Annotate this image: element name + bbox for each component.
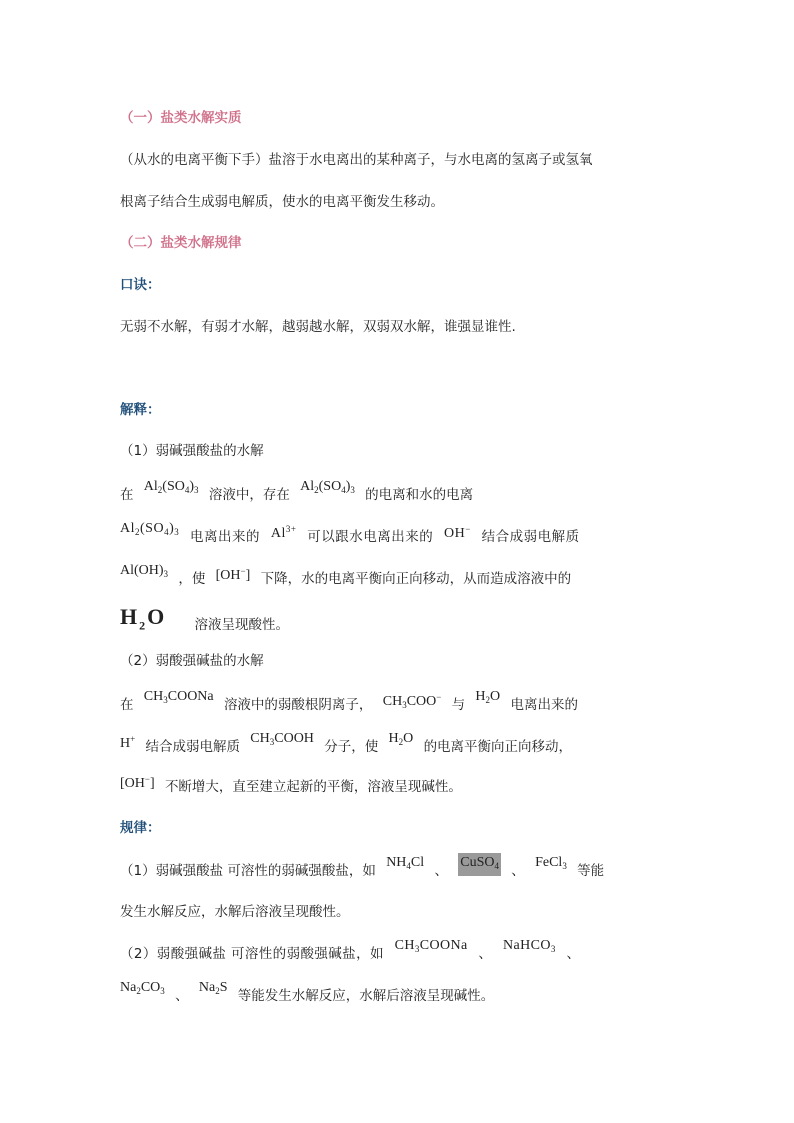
separator: 、 [175,988,189,1004]
text: 在 [120,697,134,713]
text: 溶液中的弱酸根阴离子， [223,697,373,713]
explanation-line [120,604,674,639]
explanation-heading: 解释： [120,402,161,418]
formula-hydroxide-ion: OH− [444,524,471,541]
mnemonic-heading: 口诀： [120,277,161,293]
formula-hydrogen-ion: H+ [120,734,136,751]
separator: 、 [478,946,493,962]
text: 结合成弱电解质 [145,739,240,755]
subheading-weak-acid-strong-base: （2）弱酸强碱盐的水解 [120,653,264,669]
rule-line: 发生水解反应，水解后溶液呈现酸性。 [120,904,350,920]
subheading-weak-base-strong-acid: （1）弱碱强酸盐的水解 [120,443,264,459]
formula-nahco3: NaHCO$_3$ [502,938,556,954]
mnemonic-text: 无弱不水解，有弱才水解，越弱越水解，双弱双水解，谁强显谁性. [120,319,516,335]
formula-na2co3: $Na_2CO_3$ [120,980,165,996]
formula-nh4cl: $NH_4Cl$ [386,855,425,871]
explanation-line [120,479,674,508]
formula-oh-concentration: [OH−] [120,774,155,791]
formula-acetate-ion: $CH_3COO^-$ [382,692,442,710]
text: 的电离平衡向正向移动， [423,739,573,755]
text: 溶液中，存在 [208,487,290,503]
formula-ch3coona: $CH_3COONa$ [143,689,214,705]
paragraph-line: （从水的电离平衡下手）盐溶于水电离出的某种离子，与水电离的氢离子或氢氧 [120,152,593,168]
explanation-line [120,731,674,762]
text: 在 [120,487,134,503]
text: ，使 [178,571,206,587]
section-title-hydrolysis-rules: （二）盐类水解规律 [120,235,242,251]
section-title-hydrolysis-essence: （一）盐类水解实质 [120,110,242,126]
explanation-line [120,563,674,594]
formula-h2o: $H_2O$ [475,689,501,705]
text: （1）弱碱强酸盐 可溶性的弱碱强酸盐，如 [120,863,376,879]
rule-line [120,980,674,1009]
rule-line [120,855,674,884]
formula-h2o: $H_2O$ [388,731,414,747]
formula-fecl3: FeCl$_3$ [535,855,567,871]
formula-na2s: $Na_2S$ [198,980,228,996]
formula-ch3coona: $CH_3COONa$ [394,938,468,954]
formula-al3-ion: $Al^{3+}$ [270,524,297,541]
text: 的电离和水的电离 [365,487,474,503]
text: 结合成弱电解质 [481,529,580,545]
rule-line [120,938,674,967]
formula-al2so43: $Al_2(SO_4)_3$ [120,521,180,537]
text: 与 [451,697,466,713]
explanation-line [120,521,674,552]
text: 等能发生水解反应，水解后溶液呈现碱性。 [237,988,495,1004]
formula-oh-concentration: [OH−] [215,566,251,583]
explanation-line [120,774,674,802]
text: （2）弱酸强碱盐 可溶性的弱酸强碱盐，如 [120,946,384,962]
text: 电离出来的 [510,697,578,713]
formula-cuso4: CuSO$_4$ [458,853,501,876]
formula-ch3cooh: $CH_3COOH$ [250,731,314,747]
explanation-line [120,689,674,723]
rules-heading: 规律： [120,820,161,836]
text: 分子，使 [324,739,379,755]
formula-al2so43: $Al_2(SO_4)_3$ [300,479,355,495]
separator: 、 [511,863,525,879]
formula-al2so43: $Al_2(SO_4)_3$ [143,479,199,495]
paragraph-line: 根离子结合生成弱电解质，使水的电离平衡发生移动。 [120,194,444,210]
separator: 、 [434,863,448,879]
text: 可以跟水电离出来的 [307,529,434,545]
formula-aloh3: $Al(OH)_3$ [120,563,169,579]
text: 下降，水的电离平衡向正向移动，从而造成溶液中的 [260,571,572,587]
formula-h2o-large: $H_2O$ [120,604,167,633]
text: 溶液呈现酸性。 [194,617,290,634]
text: 等能 [577,863,605,879]
text: 电离出来的 [190,529,261,545]
text: 不断增大，直至建立起新的平衡，溶液呈现碱性。 [164,779,462,795]
separator: 、 [566,946,581,962]
